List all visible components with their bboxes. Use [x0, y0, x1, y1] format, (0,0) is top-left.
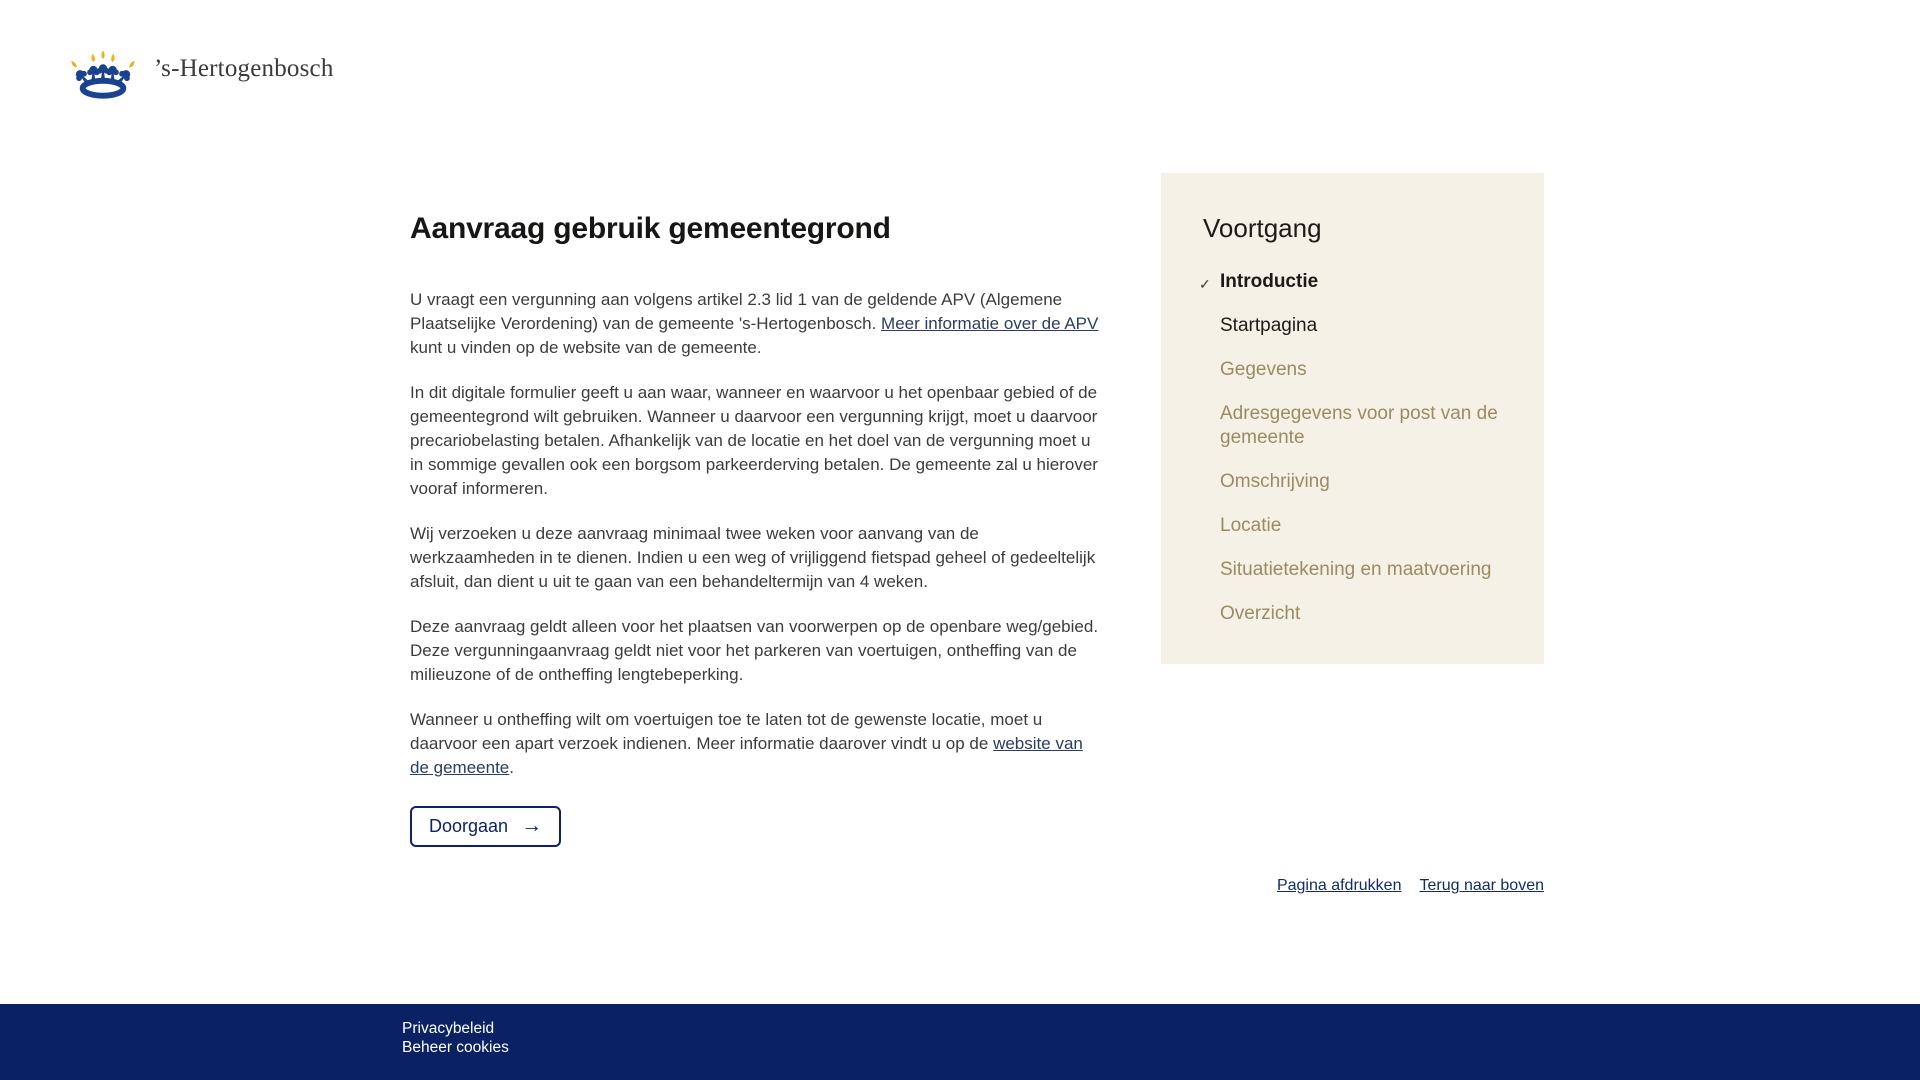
intro-paragraph-5: [410, 708, 1105, 780]
progress-step-list: [1199, 270, 1508, 626]
progress-step-label: Startpagina: [1220, 315, 1318, 336]
progress-step-label: Gegevens: [1220, 359, 1307, 380]
footer-links: [402, 1019, 509, 1057]
progress-step-situatietekening: [1220, 558, 1508, 582]
arrow-right-icon: →: [521, 814, 543, 837]
progress-step-omschrijving: [1220, 470, 1508, 494]
logo-text: ’s-Hertogenbosch: [154, 55, 334, 82]
page-title: Aanvraag gebruik gemeentegrond: [410, 212, 891, 245]
continue-button[interactable]: [410, 806, 561, 847]
check-icon: ✓: [1199, 276, 1211, 292]
progress-step-label: Omschrijving: [1220, 471, 1330, 492]
print-page-link[interactable]: Pagina afdrukken: [1276, 877, 1402, 894]
crown-logo-icon: [64, 38, 142, 100]
progress-step-label: Situatietekening en maatvoering: [1220, 559, 1492, 580]
paragraph-text: .: [509, 758, 514, 777]
gemeente-website-link[interactable]: website van de gemeente: [410, 734, 1083, 777]
progress-step-startpagina[interactable]: [1220, 314, 1508, 338]
municipality-logo: [64, 38, 334, 100]
intro-paragraph-2: In dit digitale formulier geeft u aan waar, wanneer en waarvoor u het openbaar gebied of de gemeentegrond wilt gebruiken. Wanneer u daarvoor een vergunning krijgt, moet u daarvoor precariobelasting betalen. Afhankelijk van de locatie en het doel van de vergunning moet u in sommige gevallen ook een borgsom parkeerderving betalen. De gemeente zal u hierover vooraf informeren.: [410, 383, 1098, 498]
progress-title: Voortgang: [1203, 213, 1322, 243]
progress-step-label: Overzicht: [1220, 603, 1301, 624]
manage-cookies-link[interactable]: Beheer cookies: [402, 1039, 509, 1056]
progress-step-label: Introductie: [1220, 271, 1319, 292]
progress-step-adresgegevens: [1220, 402, 1508, 450]
intro-paragraph-4: Deze aanvraag geldt alleen voor het plaatsen van voorwerpen op de openbare weg/gebied. Deze vergunningaanvraag geldt niet voor het parkeren van voertuigen, ontheffing van de milieuzone of de ontheffing lengtebeperking.: [410, 617, 1099, 684]
main-content: [410, 212, 1105, 847]
paragraph-text: U vraagt een vergunning aan volgens artikel 2.3 lid 1 van de geldende APV (Algemene Plaatselijke Verordening) van de gemeente 's-Hertogenbosch.: [410, 290, 1063, 333]
page-footer: [0, 1004, 1920, 1080]
progress-step-introductie[interactable]: [1199, 270, 1508, 294]
progress-step-label: Locatie: [1220, 515, 1282, 536]
privacy-policy-link[interactable]: Privacybeleid: [402, 1020, 495, 1037]
paragraph-text: Wanneer u ontheffing wilt om voertuigen toe te laten tot de gewenste locatie, moet u daarvoor een apart verzoek indienen. Meer informatie daarover vindt u op de: [410, 710, 1043, 753]
progress-step-overzicht: [1220, 602, 1508, 626]
progress-step-gegevens: [1220, 358, 1508, 382]
progress-step-label: Adresgegevens voor post van de gemeente: [1220, 403, 1498, 448]
paragraph-text: kunt u vinden op de website van de gemeente.: [410, 338, 762, 357]
utility-links: [1277, 877, 1544, 895]
apv-info-link[interactable]: Meer informatie over de APV: [881, 314, 1099, 333]
progress-sidebar: [1161, 173, 1544, 664]
back-to-top-link[interactable]: Terug naar boven: [1419, 877, 1544, 894]
progress-step-locatie: [1220, 514, 1508, 538]
intro-paragraph-1: [410, 288, 1105, 360]
intro-paragraph-3: Wij verzoeken u deze aanvraag minimaal twee weken voor aanvang van de werkzaamheden in te dienen. Indien u een weg of vrijliggend fietspad geheel of gedeeltelijk afsluit, dan dient u uit te gaan van een behandeltermijn van 4 weken.: [410, 524, 1096, 591]
continue-button-label: Doorgaan: [429, 816, 509, 836]
